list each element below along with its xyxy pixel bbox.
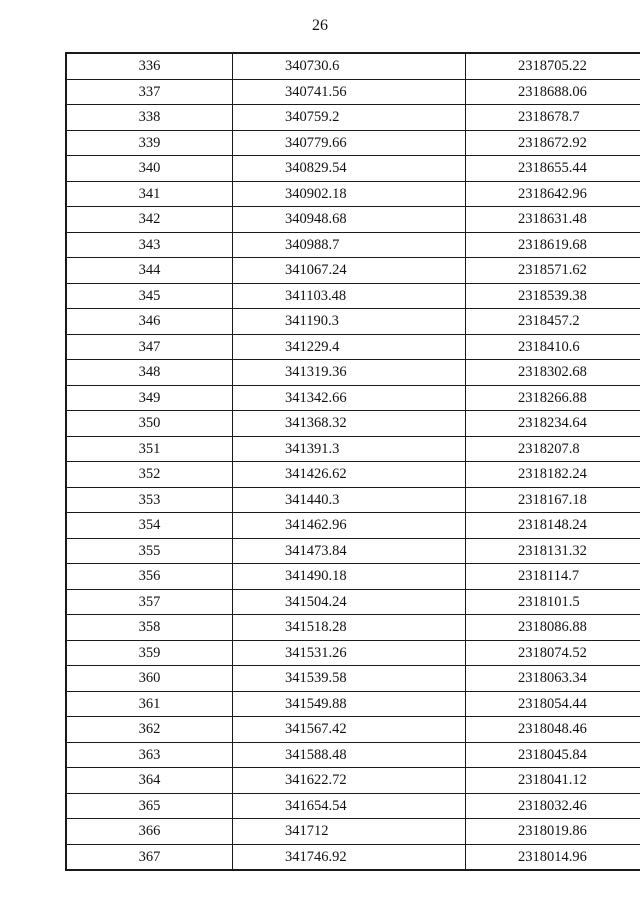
y-coordinate-cell: 2318655.44 [466, 156, 640, 182]
y-coordinate-cell: 2318041.12 [466, 768, 640, 794]
point-number-cell: 351 [66, 436, 233, 462]
x-coordinate-cell: 341462.96 [233, 513, 466, 539]
point-number-cell: 352 [66, 462, 233, 488]
y-coordinate-cell: 2318131.32 [466, 538, 640, 564]
table-row [66, 181, 640, 207]
x-coordinate-cell: 341622.72 [233, 768, 466, 794]
point-number-cell: 367 [66, 844, 233, 870]
point-number-cell: 356 [66, 564, 233, 590]
point-number-cell: 349 [66, 385, 233, 411]
table-row [66, 462, 640, 488]
x-coordinate-cell: 341229.4 [233, 334, 466, 360]
y-coordinate-cell: 2318182.24 [466, 462, 640, 488]
table-row [66, 717, 640, 743]
y-coordinate-cell: 2318045.84 [466, 742, 640, 768]
table-row [66, 283, 640, 309]
x-coordinate-cell: 340829.54 [233, 156, 466, 182]
point-number-cell: 342 [66, 207, 233, 233]
coordinate-table [65, 52, 640, 871]
x-coordinate-cell: 341518.28 [233, 615, 466, 641]
coordinate-table-body [66, 53, 640, 870]
table-row [66, 258, 640, 284]
table-row [66, 793, 640, 819]
point-number-cell: 341 [66, 181, 233, 207]
y-coordinate-cell: 2318074.52 [466, 640, 640, 666]
point-number-cell: 363 [66, 742, 233, 768]
table-row [66, 742, 640, 768]
x-coordinate-cell: 341654.54 [233, 793, 466, 819]
y-coordinate-cell: 2318688.06 [466, 79, 640, 105]
y-coordinate-cell: 2318539.38 [466, 283, 640, 309]
y-coordinate-cell: 2318207.8 [466, 436, 640, 462]
y-coordinate-cell: 2318014.96 [466, 844, 640, 870]
y-coordinate-cell: 2318302.68 [466, 360, 640, 386]
point-number-cell: 340 [66, 156, 233, 182]
y-coordinate-cell: 2318234.64 [466, 411, 640, 437]
y-coordinate-cell: 2318266.88 [466, 385, 640, 411]
x-coordinate-cell: 341067.24 [233, 258, 466, 284]
table-row [66, 819, 640, 845]
point-number-cell: 354 [66, 513, 233, 539]
table-row [66, 436, 640, 462]
point-number-cell: 347 [66, 334, 233, 360]
y-coordinate-cell: 2318705.22 [466, 53, 640, 79]
y-coordinate-cell: 2318048.46 [466, 717, 640, 743]
table-row [66, 53, 640, 79]
table-row [66, 768, 640, 794]
x-coordinate-cell: 341426.62 [233, 462, 466, 488]
y-coordinate-cell: 2318619.68 [466, 232, 640, 258]
table-row [66, 589, 640, 615]
point-number-cell: 361 [66, 691, 233, 717]
table-row [66, 513, 640, 539]
x-coordinate-cell: 341342.66 [233, 385, 466, 411]
y-coordinate-cell: 2318032.46 [466, 793, 640, 819]
table-row [66, 411, 640, 437]
x-coordinate-cell: 341190.3 [233, 309, 466, 335]
point-number-cell: 355 [66, 538, 233, 564]
x-coordinate-cell: 341531.26 [233, 640, 466, 666]
y-coordinate-cell: 2318672.92 [466, 130, 640, 156]
table-row [66, 207, 640, 233]
y-coordinate-cell: 2318678.7 [466, 105, 640, 131]
y-coordinate-cell: 2318114.7 [466, 564, 640, 590]
point-number-cell: 357 [66, 589, 233, 615]
table-row [66, 640, 640, 666]
y-coordinate-cell: 2318457.2 [466, 309, 640, 335]
table-row [66, 666, 640, 692]
x-coordinate-cell: 341504.24 [233, 589, 466, 615]
point-number-cell: 353 [66, 487, 233, 513]
point-number-cell: 345 [66, 283, 233, 309]
page-number: 26 [312, 17, 328, 34]
table-row [66, 844, 640, 870]
table-row [66, 691, 640, 717]
x-coordinate-cell: 341746.92 [233, 844, 466, 870]
table-row [66, 130, 640, 156]
y-coordinate-cell: 2318167.18 [466, 487, 640, 513]
point-number-cell: 362 [66, 717, 233, 743]
point-number-cell: 359 [66, 640, 233, 666]
point-number-cell: 339 [66, 130, 233, 156]
table-row [66, 309, 640, 335]
x-coordinate-cell: 340759.2 [233, 105, 466, 131]
y-coordinate-cell: 2318571.62 [466, 258, 640, 284]
x-coordinate-cell: 341549.88 [233, 691, 466, 717]
x-coordinate-cell: 340948.68 [233, 207, 466, 233]
y-coordinate-cell: 2318086.88 [466, 615, 640, 641]
table-row [66, 232, 640, 258]
point-number-cell: 338 [66, 105, 233, 131]
x-coordinate-cell: 341539.58 [233, 666, 466, 692]
x-coordinate-cell: 341712 [233, 819, 466, 845]
x-coordinate-cell: 341391.3 [233, 436, 466, 462]
point-number-cell: 336 [66, 53, 233, 79]
table-row [66, 156, 640, 182]
x-coordinate-cell: 341473.84 [233, 538, 466, 564]
x-coordinate-cell: 341567.42 [233, 717, 466, 743]
point-number-cell: 346 [66, 309, 233, 335]
x-coordinate-cell: 341319.36 [233, 360, 466, 386]
x-coordinate-cell: 341490.18 [233, 564, 466, 590]
x-coordinate-cell: 340730.6 [233, 53, 466, 79]
table-row [66, 564, 640, 590]
point-number-cell: 344 [66, 258, 233, 284]
y-coordinate-cell: 2318631.48 [466, 207, 640, 233]
y-coordinate-cell: 2318101.5 [466, 589, 640, 615]
table-row [66, 334, 640, 360]
table-row [66, 538, 640, 564]
y-coordinate-cell: 2318642.96 [466, 181, 640, 207]
table-row [66, 385, 640, 411]
x-coordinate-cell: 341368.32 [233, 411, 466, 437]
y-coordinate-cell: 2318148.24 [466, 513, 640, 539]
point-number-cell: 343 [66, 232, 233, 258]
x-coordinate-cell: 340779.66 [233, 130, 466, 156]
table-row [66, 360, 640, 386]
y-coordinate-cell: 2318054.44 [466, 691, 640, 717]
table-row [66, 615, 640, 641]
point-number-cell: 364 [66, 768, 233, 794]
x-coordinate-cell: 341588.48 [233, 742, 466, 768]
x-coordinate-cell: 340741.56 [233, 79, 466, 105]
point-number-cell: 365 [66, 793, 233, 819]
y-coordinate-cell: 2318410.6 [466, 334, 640, 360]
x-coordinate-cell: 340902.18 [233, 181, 466, 207]
table-row [66, 105, 640, 131]
point-number-cell: 360 [66, 666, 233, 692]
x-coordinate-cell: 340988.7 [233, 232, 466, 258]
point-number-cell: 358 [66, 615, 233, 641]
point-number-cell: 337 [66, 79, 233, 105]
x-coordinate-cell: 341103.48 [233, 283, 466, 309]
table-row [66, 487, 640, 513]
table-row [66, 79, 640, 105]
point-number-cell: 366 [66, 819, 233, 845]
y-coordinate-cell: 2318063.34 [466, 666, 640, 692]
point-number-cell: 350 [66, 411, 233, 437]
x-coordinate-cell: 341440.3 [233, 487, 466, 513]
y-coordinate-cell: 2318019.86 [466, 819, 640, 845]
point-number-cell: 348 [66, 360, 233, 386]
